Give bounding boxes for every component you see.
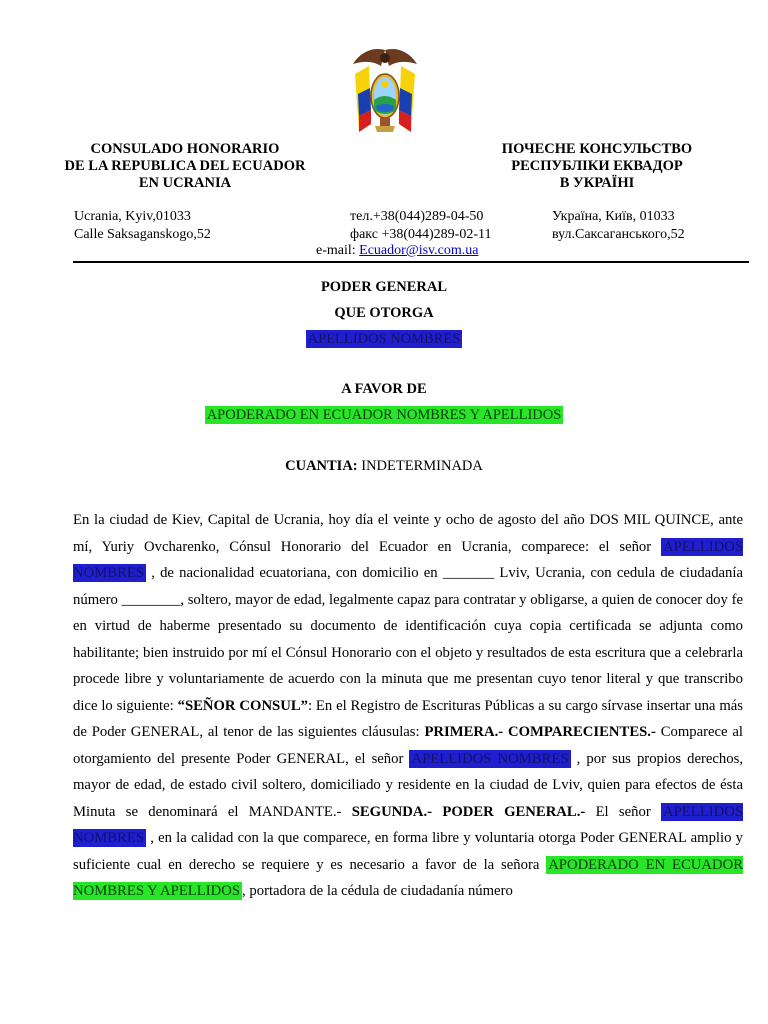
address-spanish	[74, 208, 211, 244]
name-placeholder: APELLIDOS NOMBRES	[411, 750, 569, 767]
clause-heading: SEGUNDA.- PODER GENERAL.-	[351, 803, 586, 820]
consulate-name-spanish	[40, 141, 330, 192]
header-divider	[73, 261, 749, 263]
header-es-line: CONSULADO HONORARIO	[90, 141, 280, 157]
phone-number: тел.+38(044)289-04-50	[350, 209, 484, 224]
grantor-placeholder: APELLIDOS NOMBRES	[307, 331, 461, 347]
name-placeholder: APELLIDOS NOMBRES	[73, 538, 743, 581]
document-subtitle: QUE OTORGA	[334, 305, 434, 321]
address-es-line2: Calle Saksaganskogo,52	[74, 227, 211, 242]
document-title: PODER GENERAL	[320, 279, 448, 295]
email-label: e-mail:	[316, 243, 360, 258]
body-text: En la ciudad de Kiev, Capital de Ucrania, hoy día el veinte y ocho de agosto del año DOS MIL QUINCE, ante mí, Yuriy Ovcharenko, Cónsul Honorario del Ecuador en Ucrania, comparece: el señor	[73, 512, 743, 555]
body-text: : En el Registro de Escrituras Públicas a su cargo sírvase insertar una más de Poder GENERAL, al tenor de las siguientes cláusulas:	[73, 697, 743, 740]
header-uk-line: РЕСПУБЛІКИ ЕКВАДОР	[511, 158, 683, 174]
attorney-placeholder-line	[0, 407, 768, 424]
email-line	[316, 242, 478, 260]
fax-number: факс +38(044)289-02-11	[350, 227, 492, 242]
address-es-line1: Ucrania, Kyiv,01033	[74, 209, 191, 224]
ecuador-coat-of-arms-icon	[349, 44, 421, 140]
consulate-name-ukrainian	[452, 141, 742, 192]
header-uk-line: В УКРАЇНІ	[559, 175, 635, 191]
header-es-line: DE LA REPUBLICA DEL ECUADOR	[64, 158, 306, 174]
body-text: , en la calidad con la que comparece, en forma libre y voluntaria otorga Poder GENERAL amplio y suficiente cual en derecho se requiere y es necesario a favor de la señora	[73, 830, 743, 873]
address-ukrainian	[552, 208, 685, 244]
address-uk-line2: вул.Саксаганського,52	[552, 227, 685, 242]
body-text: , portadora de la cédula de ciudadanía número	[242, 883, 513, 899]
body-text: Comparece al otorgamiento del presente Poder GENERAL, el señor	[73, 724, 743, 767]
body-text: , por sus propios derechos, mayor de edad, de estado civil soltero, domiciliado y residente en la ciudad de Lviv, quien para efectos de ésta Minuta se denominará el MANDANTE.-	[73, 750, 743, 820]
body-text: , de nacionalidad ecuatoriana, con domicilio en _______ Lviv, Ucrania, con cedula de ciudadanía número ________, soltero, mayor de edad, legalmente capaz para contratar y obligarse, a quien de conocer doy fe en virtud de haberme presentado su documento de identificación cuya copia certificada se adjunta como habilitante; bien instruido por mí el Cónsul Honorario con el objeto y resultados de esta escritura que a celebrarla procede libre y voluntariamente de acuerdo con la minuta que me presentan cuyo tenor literal y que transcribo dice lo siguiente:	[73, 565, 743, 714]
favor-label: A FAVOR DE	[341, 381, 427, 397]
name-placeholder: APELLIDOS NOMBRES	[73, 803, 743, 846]
attorney-placeholder: APODERADO EN ECUADOR NOMBRES Y APELLIDOS	[206, 407, 562, 423]
attorney-name-placeholder: APODERADO EN ECUADOR NOMBRES Y APELLIDOS	[73, 856, 743, 899]
header-es-line: EN UCRANIA	[138, 175, 232, 191]
phone-fax	[350, 208, 491, 244]
clause-heading: PRIMERA.- COMPARECIENTES.-	[424, 724, 656, 740]
address-uk-line1: Україна, Київ, 01033	[552, 209, 675, 224]
grantor-placeholder-line	[0, 331, 768, 348]
cuantia-value: INDETERMINADA	[357, 458, 483, 474]
body-text: El señor	[585, 803, 662, 820]
cuantia-line	[0, 458, 768, 475]
document-body	[73, 507, 743, 905]
clause-heading: “SEÑOR CONSUL”	[177, 697, 308, 714]
email-link[interactable]: Ecuador@isv.com.ua	[359, 243, 479, 258]
cuantia-label: CUANTIA:	[285, 458, 358, 474]
header-uk-line: ПОЧЕСНЕ КОНСУЛЬСТВО	[501, 141, 693, 157]
